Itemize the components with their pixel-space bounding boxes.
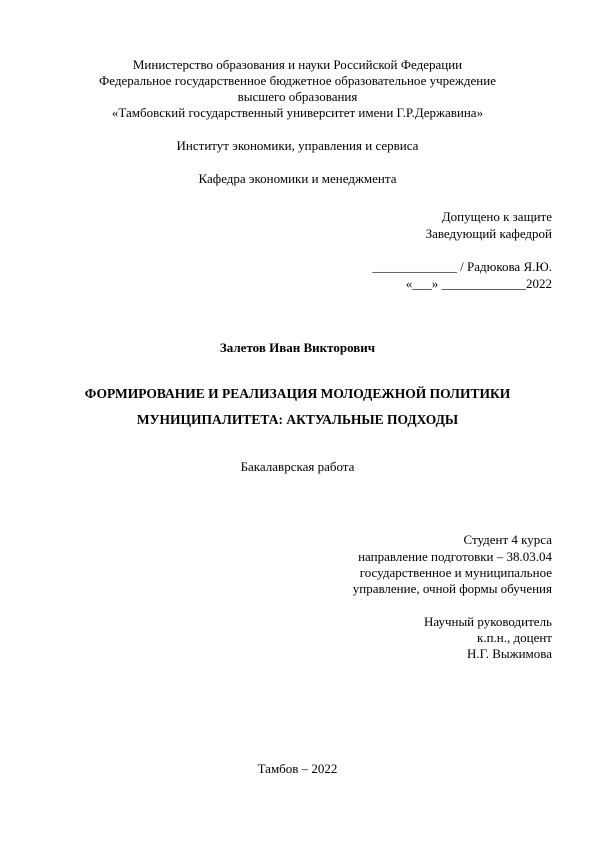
student-form: управление, очной формы обучения — [352, 581, 552, 596]
education-level-line: высшего образования — [237, 89, 358, 104]
admitted-line: Допущено к защите — [441, 209, 552, 224]
author-name: Залетов Иван Викторович — [219, 340, 376, 355]
student-course: Студент 4 курса — [463, 532, 552, 547]
head-of-department-line: Заведующий кафедрой — [425, 226, 552, 241]
university-line: «Тамбовский государственный университет имени Г.Р.Державина» — [111, 105, 484, 120]
supervisor-role: Научный руководитель — [423, 614, 552, 629]
thesis-title-line-1: ФОРМИРОВАНИЕ И РЕАЛИЗАЦИЯ МОЛОДЕЖНОЙ ПОЛИТИКИ — [84, 386, 511, 401]
institute-line: Институт экономики, управления и сервиса — [176, 138, 419, 153]
date-line: «___» _____________2022 — [405, 276, 552, 291]
supervisor-degree: к.п.н., доцент — [477, 630, 552, 645]
supervisor-name: Н.Г. Выжимова — [467, 646, 552, 661]
department-line: Кафедра экономики и менеджмента — [198, 171, 397, 186]
thesis-title-line-2: МУНИЦИПАЛИТЕТА: АКТУАЛЬНЫЕ ПОДХОДЫ — [136, 412, 459, 427]
ministry-line: Министерство образования и науки Российской Федерации — [132, 57, 463, 72]
work-type: Бакалаврская работа — [240, 459, 355, 474]
student-direction: направление подготовки – 38.03.04 — [358, 549, 552, 564]
student-program: государственное и муниципальное — [359, 565, 552, 580]
signature-line: _____________ / Радюкова Я.Ю. — [372, 259, 552, 274]
institution-type-line: Федеральное государственное бюджетное образовательное учреждение — [99, 73, 496, 88]
city-year: Тамбов – 2022 — [257, 761, 338, 776]
